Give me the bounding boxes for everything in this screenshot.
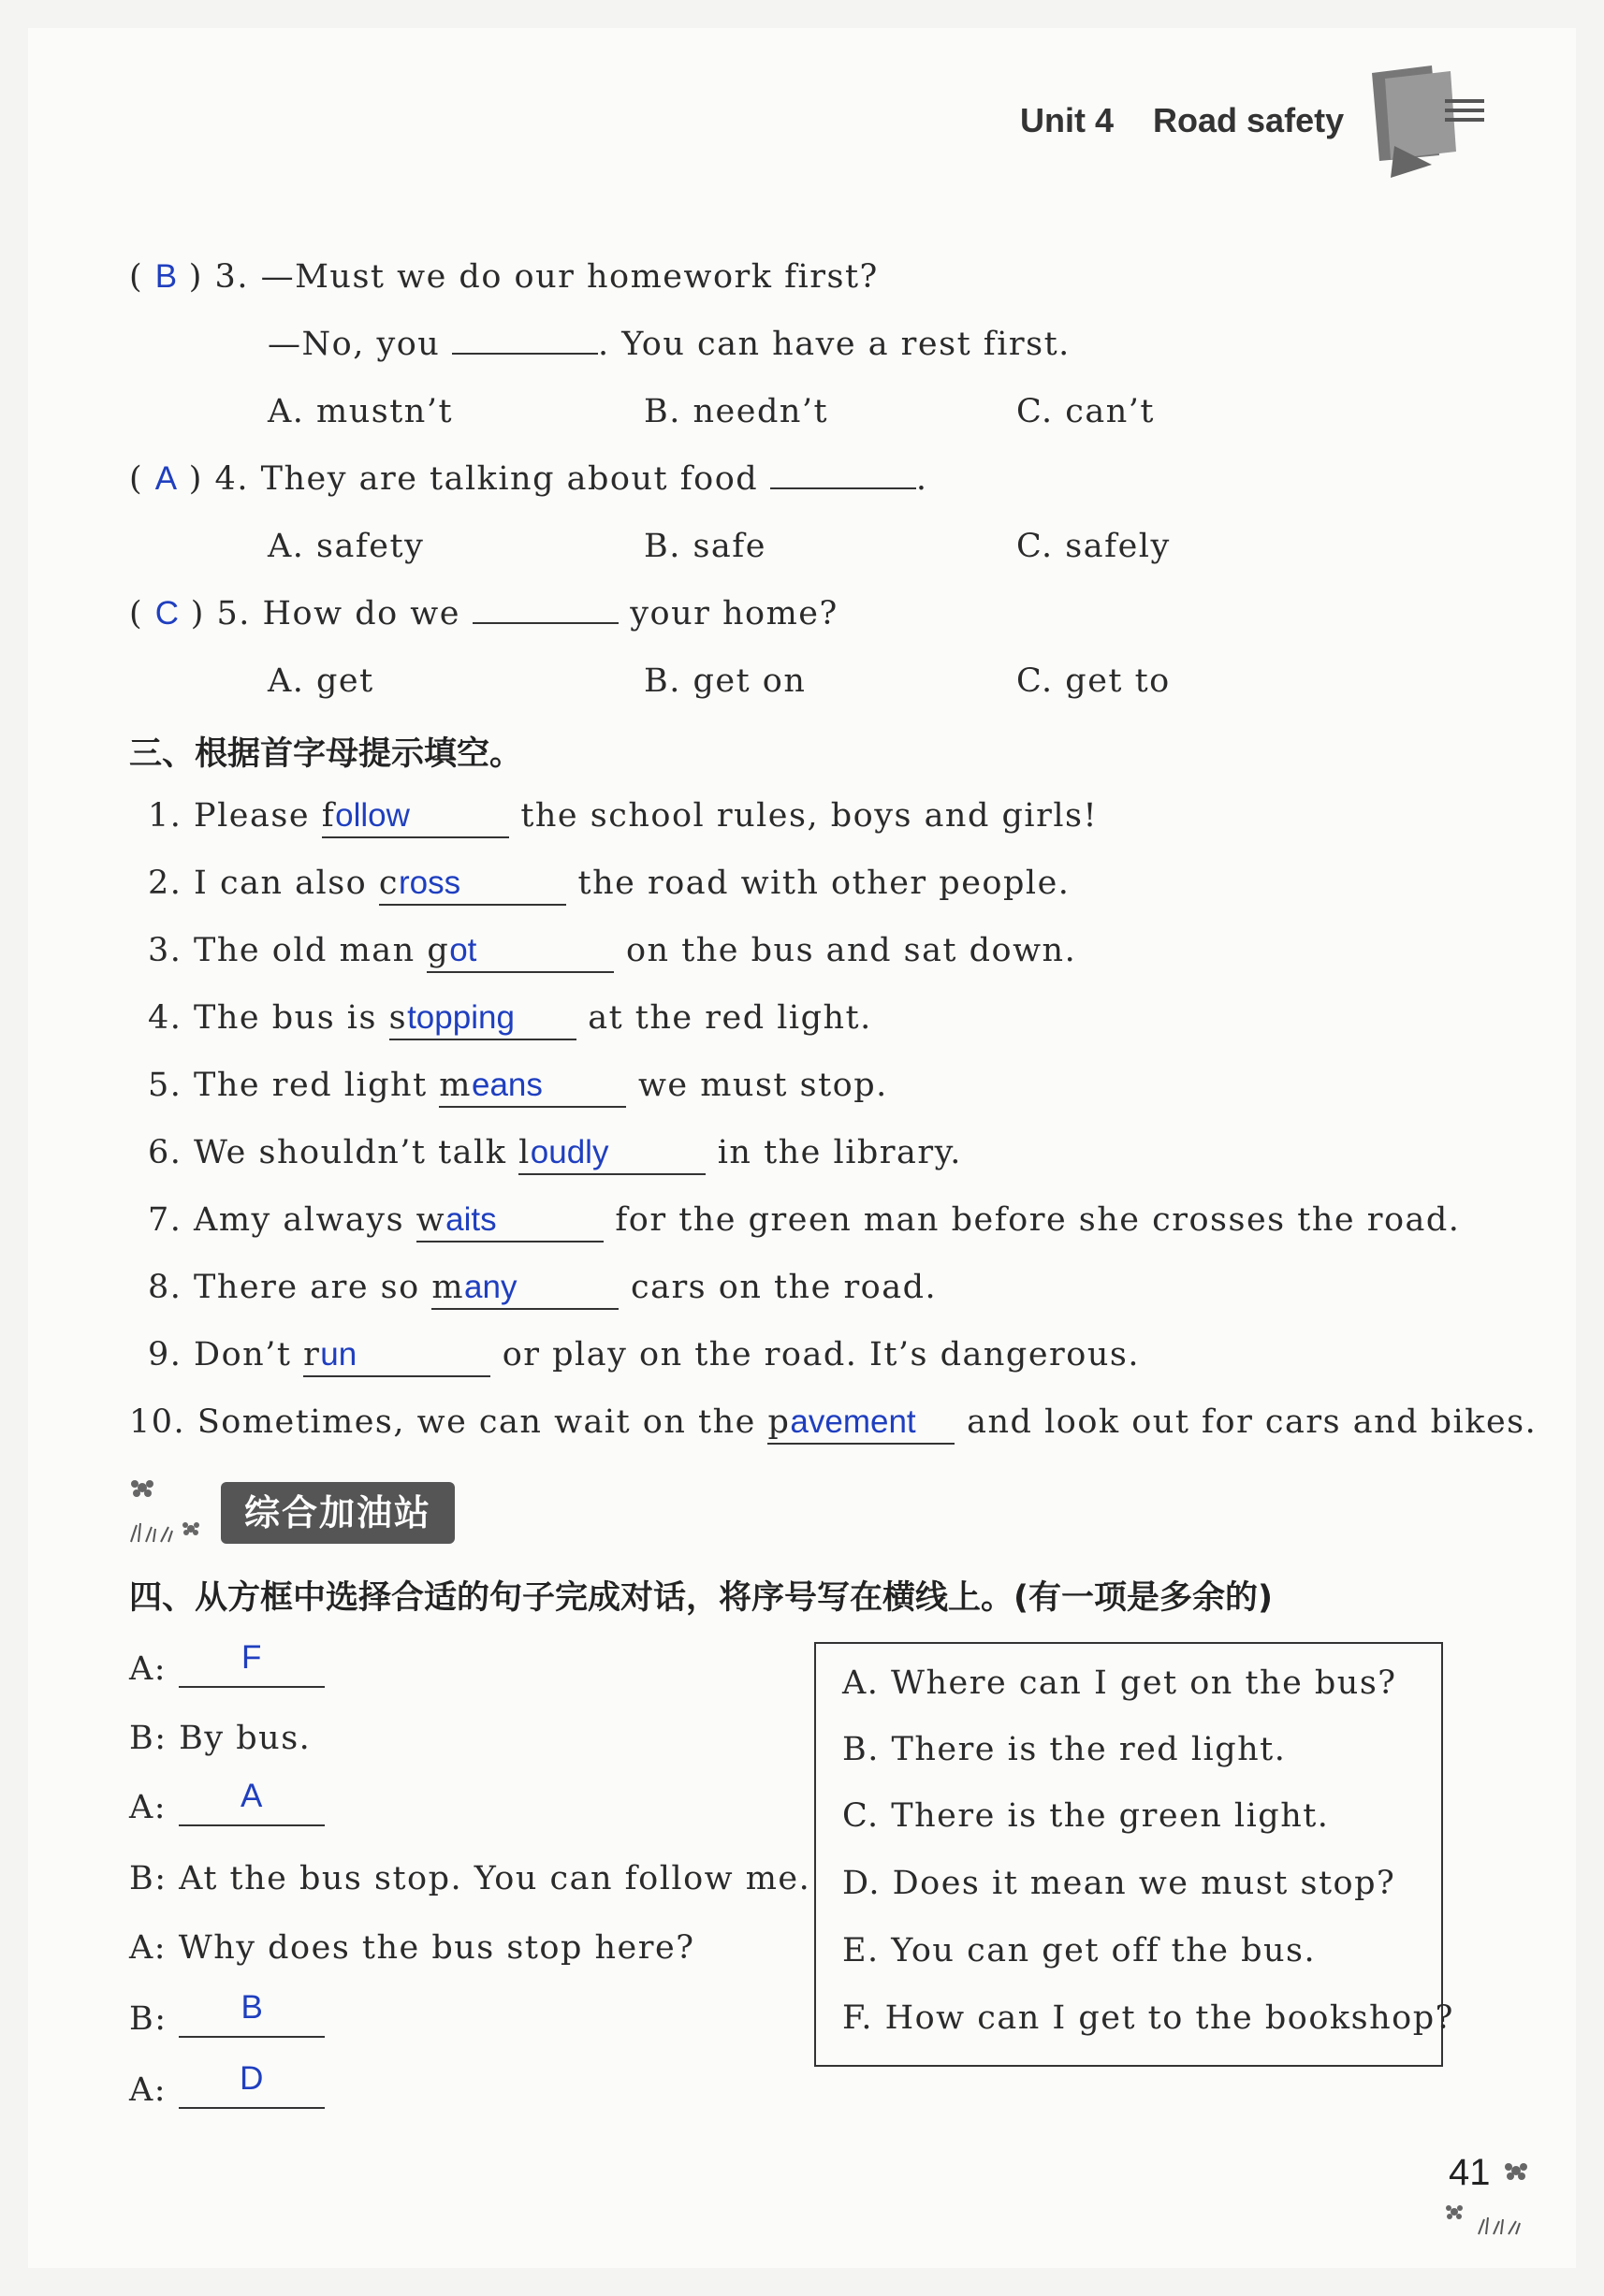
mc-question-3: ( B ) 3. —Must we do our homework first? [129,258,879,296]
speaker: B: [129,1720,168,1757]
mc-answer: C [154,595,180,632]
flower-icon [1499,2156,1537,2189]
dialog-answer: F [241,1639,262,1676]
dialog-answer: B [241,1989,263,2026]
fill-blank [322,797,509,838]
section-3-title: 三、根据首字母提示填空。 [129,735,523,773]
option: B. safe [644,528,766,565]
fill-blank [431,1269,619,1310]
speaker: A: [129,1650,168,1688]
unit-label: Unit 4 [1020,101,1115,139]
dialog-blank [179,1989,325,2038]
fill-in-item: 7. Amy always waits for the green man before she crosses the road. [148,1199,1460,1242]
dialog-blank [179,1639,325,1688]
fill-in-item: 6. We shouldn’t talk loudly in the library. [148,1132,962,1175]
initial-letter: f [321,797,336,835]
mc-answer: B [154,258,178,295]
speaker: A: [129,1789,168,1826]
filled-answer: ollow [335,797,410,834]
unit-title: Road safety [1153,101,1345,139]
initial-letter: c [378,865,399,902]
fill-in-item: 5. The red light means we must stop. [148,1065,888,1108]
fill-blank [416,1201,604,1242]
box-option: C. There is the green light. [842,1797,1330,1835]
page-number: 41 [1449,2152,1491,2193]
answer-blank [770,463,916,489]
filled-answer: any [464,1269,518,1305]
fill-blank [427,932,614,973]
box-option: B. There is the red light. [842,1731,1287,1768]
initial-letter: w [416,1201,446,1239]
option: C. safely [1016,528,1171,565]
option: B. get on [644,662,807,700]
speaker: A: [129,2071,168,2109]
option: A. safety [268,528,425,565]
filled-answer: eans [472,1067,543,1103]
fill-in-item: 1. Please follow the school rules, boys and girls! [148,795,1098,838]
speaker: B: [129,2000,168,2038]
fill-blank [518,1134,706,1175]
fill-in-item: 10. Sometimes, we can wait on the pavement and look out for cars and bikes. [129,1402,1537,1445]
dialog-line [129,1989,325,2040]
section-badge: 综合加油站 [221,1482,455,1544]
box-option: D. Does it mean we must stop? [842,1865,1396,1902]
fill-blank [439,1067,626,1108]
initial-letter: p [767,1403,791,1441]
filled-answer: aits [445,1201,497,1238]
option: A. mustn’t [268,393,454,430]
dialog-line [129,1927,694,1969]
notebook-icon [1366,62,1488,183]
filled-answer: avement [790,1403,916,1440]
dialog-line [129,2060,325,2111]
mc-question-5: ( C ) 5. How do we your home? [129,595,838,632]
fill-in-item: 2. I can also cross the road with other people. [148,863,1070,906]
option: C. get to [1016,662,1171,700]
speaker: B: [129,1860,168,1897]
dialog-text: At the bus stop. You can follow me. [179,1860,811,1897]
answer-blank [473,598,619,624]
page-header [1020,101,1344,140]
dialog-line [129,1718,311,1759]
option: C. can’t [1016,393,1155,430]
initial-letter: r [303,1336,321,1373]
filled-answer: ot [449,932,477,968]
fill-in-item: 9. Don’t run or play on the road. It’s dangerous. [148,1334,1140,1377]
mc-question-4: ( A ) 4. They are talking about food . [129,460,928,498]
filled-answer: ross [398,865,461,901]
section-4-title: 四、从方框中选择合适的句子完成对话，将序号写在横线上。(有一项是多余的) [129,1579,1273,1617]
flower-icon [127,1475,221,1549]
options-box [814,1642,1454,2067]
fill-blank [379,865,566,906]
initial-letter: l [518,1134,531,1171]
grass-icon [1441,2199,1535,2240]
initial-letter: m [439,1067,472,1104]
answer-blank [452,328,598,355]
dialog-line [129,1778,325,1828]
fill-in-item: 4. The bus is stopping at the red light. [148,997,872,1040]
fill-blank [389,999,576,1040]
speaker: A: [129,1929,168,1967]
fill-blank [303,1336,490,1377]
filled-answer: oudly [530,1134,609,1170]
initial-letter: m [431,1269,465,1306]
filled-answer: topping [407,999,515,1036]
box-option: A. Where can I get on the bus? [842,1664,1397,1702]
fill-in-item: 3. The old man got on the bus and sat down. [148,930,1076,973]
initial-letter: s [388,999,408,1037]
dialog-answer: A [241,1778,263,1814]
dialog-text: By bus. [179,1720,312,1757]
initial-letter: g [427,932,450,969]
mc-answer: A [154,460,178,497]
fill-blank [767,1403,955,1445]
dialog-answer: D [240,2060,264,2097]
filled-answer: un [320,1336,357,1373]
mc-question-3-line2: —No, you . You can have a rest first. [268,326,1071,363]
fill-in-item: 8. There are so many cars on the road. [148,1267,937,1310]
box-option: E. You can get off the bus. [842,1932,1317,1969]
option: A. get [268,662,374,700]
dialog-text: Why does the bus stop here? [178,1929,695,1967]
dialog-blank [179,2060,325,2109]
dialog-line [129,1639,325,1690]
dialog-blank [179,1778,325,1826]
dialog-line [129,1858,810,1899]
option: B. needn’t [644,393,829,430]
box-option: F. How can I get to the bookshop? [842,1999,1454,2037]
